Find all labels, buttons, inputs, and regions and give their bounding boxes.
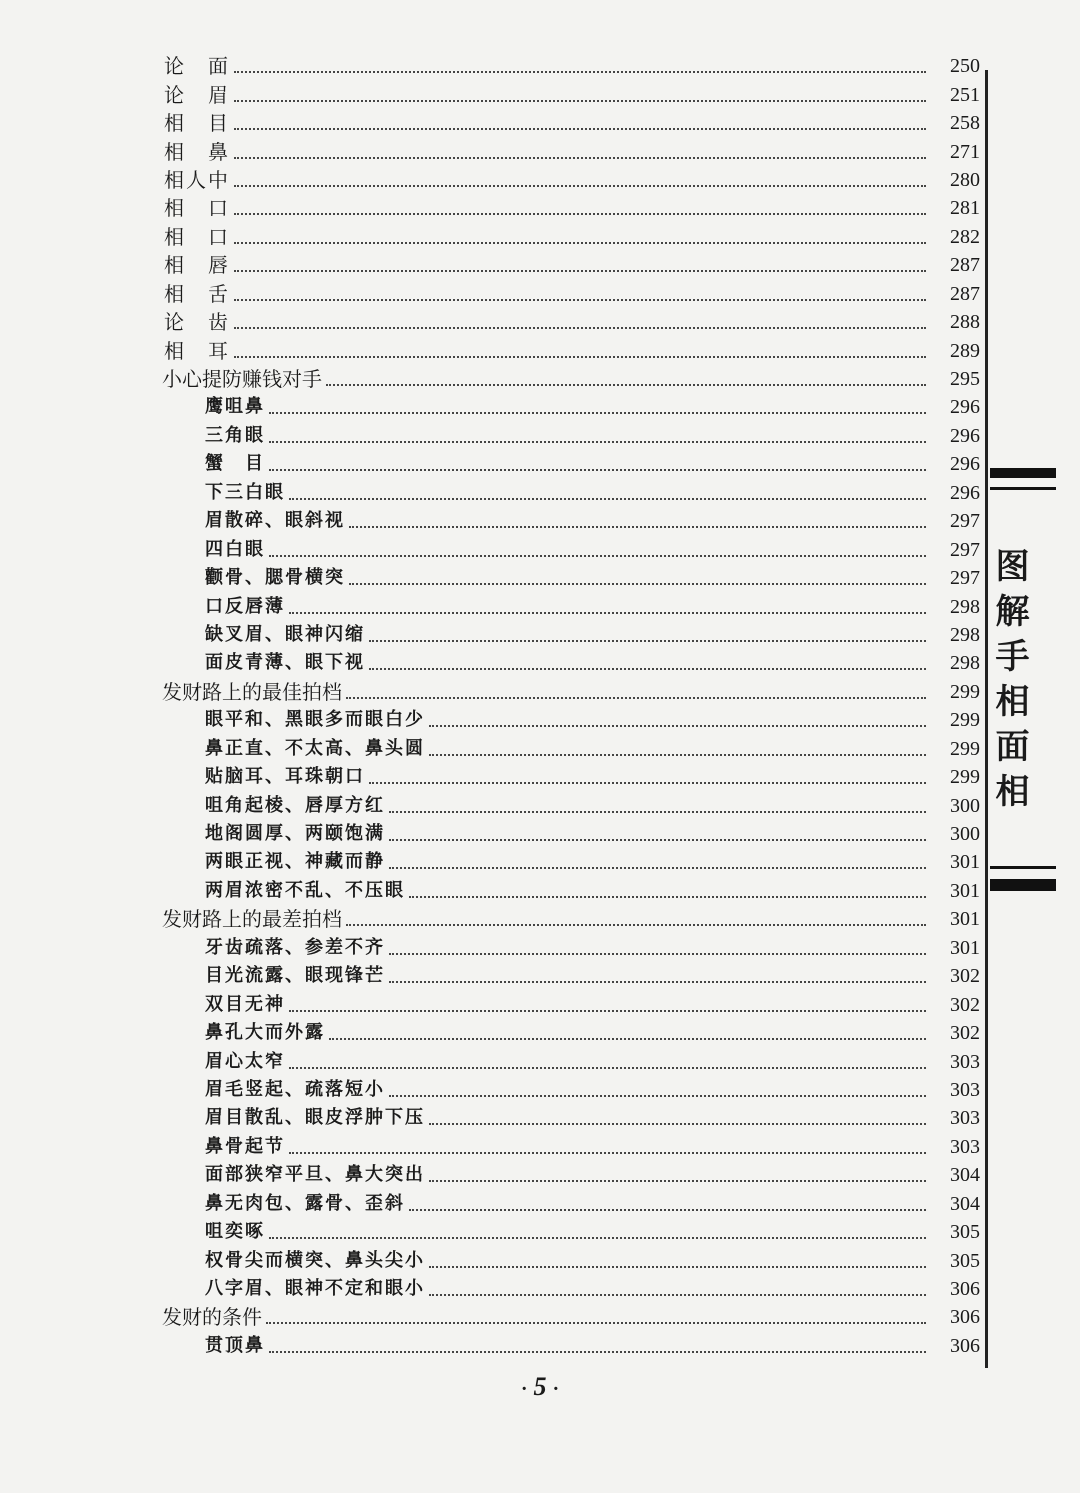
toc-leader-dots [234, 126, 926, 130]
toc-leader-dots [234, 354, 926, 358]
table-of-contents [150, 52, 980, 1360]
toc-leader-dots [389, 1093, 926, 1097]
toc-entry-title: 两眼正视、神藏而静 [205, 851, 385, 873]
toc-entry-page: 297 [950, 538, 980, 561]
toc-entry-page: 297 [950, 567, 980, 590]
title-band-bottom-thin [990, 866, 1056, 869]
toc-entry-page: 303 [950, 1050, 980, 1073]
toc-entry-page: 288 [950, 311, 980, 334]
toc-row [150, 1019, 980, 1047]
toc-entry-page: 301 [950, 879, 980, 902]
toc-entry-title: 鼻骨起节 [205, 1135, 285, 1157]
toc-leader-dots [346, 922, 926, 926]
toc-row [150, 280, 980, 308]
toc-row [150, 1275, 980, 1303]
page-number [0, 1372, 1080, 1402]
toc-entry-page: 296 [950, 396, 980, 419]
toc-entry-title: 贴脑耳、耳珠朝口 [205, 766, 365, 788]
toc-leader-dots [289, 1008, 926, 1012]
toc-row [150, 336, 980, 364]
toc-row [150, 137, 980, 165]
toc-row [150, 479, 980, 507]
toc-leader-dots [234, 183, 926, 187]
toc-row [150, 934, 980, 962]
toc-row [150, 1161, 980, 1189]
toc-entry-title: 眉散碎、眼斜视 [205, 510, 345, 532]
toc-row [150, 52, 980, 80]
toc-leader-dots [429, 752, 926, 756]
toc-leader-dots [389, 837, 926, 841]
toc-entry-page: 304 [950, 1164, 980, 1187]
toc-row [150, 80, 980, 108]
toc-entry-title: 两眉浓密不乱、不压眼 [205, 879, 405, 901]
toc-row [150, 1218, 980, 1246]
toc-entry-page: 303 [950, 1107, 980, 1130]
toc-row [150, 535, 980, 563]
toc-entry-page: 296 [950, 424, 980, 447]
toc-leader-dots [369, 780, 926, 784]
toc-entry-title: 咀角起棱、唇厚方红 [205, 794, 385, 816]
toc-entry-title: 论 面 [164, 54, 230, 79]
page-number-dot-right: · [552, 1377, 560, 1400]
toc-leader-dots [429, 723, 926, 727]
title-band-top-thin [990, 487, 1056, 490]
toc-entry-page: 301 [950, 908, 980, 931]
toc-leader-dots [429, 1292, 926, 1296]
toc-entry-title: 相 口 [164, 224, 230, 249]
page-number-dot-left: · [520, 1377, 528, 1400]
toc-entry-title: 权骨尖而横突、鼻头尖小 [205, 1249, 425, 1271]
toc-leader-dots [329, 1036, 926, 1040]
toc-leader-dots [234, 155, 926, 159]
toc-entry-title: 发财路上的最差拍档 [162, 907, 342, 932]
toc-entry-title: 面部狭窄平旦、鼻大突出 [205, 1164, 425, 1186]
toc-entry-page: 287 [950, 282, 980, 305]
toc-entry-title: 论 齿 [164, 310, 230, 335]
toc-leader-dots [389, 979, 926, 983]
toc-leader-dots [234, 297, 926, 301]
toc-row [150, 962, 980, 990]
toc-leader-dots [409, 1207, 926, 1211]
toc-leader-dots [349, 524, 926, 528]
toc-leader-dots [269, 467, 926, 471]
toc-entry-page: 271 [950, 140, 980, 163]
book-title: 图解手相面相 [989, 548, 1029, 818]
toc-entry-page: 303 [950, 1078, 980, 1101]
toc-entry-page: 250 [950, 55, 980, 78]
toc-entry-page: 258 [950, 112, 980, 135]
toc-row [150, 422, 980, 450]
toc-entry-page: 295 [950, 368, 980, 391]
toc-entry-title: 小心提防赚钱对手 [162, 367, 322, 392]
toc-entry-title: 三角眼 [205, 424, 265, 446]
toc-entry-page: 306 [950, 1306, 980, 1329]
toc-entry-page: 296 [950, 453, 980, 476]
toc-entry-page: 302 [950, 993, 980, 1016]
toc-leader-dots [266, 1320, 926, 1324]
toc-entry-page: 287 [950, 254, 980, 277]
toc-leader-dots [269, 1349, 926, 1353]
toc-entry-page: 297 [950, 510, 980, 533]
toc-entry-title: 目光流露、眼现锋芒 [205, 965, 385, 987]
toc-section-row [150, 365, 980, 393]
toc-row [150, 393, 980, 421]
toc-entry-page: 305 [950, 1249, 980, 1272]
toc-leader-dots [234, 98, 926, 102]
toc-row [150, 564, 980, 592]
toc-entry-page: 304 [950, 1192, 980, 1215]
toc-entry-title: 四白眼 [205, 538, 265, 560]
toc-entry-title: 缺叉眉、眼神闪缩 [205, 623, 365, 645]
toc-entry-page: 296 [950, 481, 980, 504]
toc-entry-title: 口反唇薄 [205, 595, 285, 617]
toc-row [150, 649, 980, 677]
title-band-bottom-thick [990, 879, 1056, 891]
toc-row [150, 592, 980, 620]
toc-leader-dots [429, 1178, 926, 1182]
toc-row [150, 1246, 980, 1274]
toc-row [150, 194, 980, 222]
toc-entry-title: 颧骨、腮骨横突 [205, 567, 345, 589]
toc-leader-dots [369, 666, 926, 670]
toc-leader-dots [369, 638, 926, 642]
toc-entry-page: 303 [950, 1135, 980, 1158]
toc-row [150, 1332, 980, 1360]
toc-entry-page: 306 [950, 1334, 980, 1357]
toc-row [150, 820, 980, 848]
page-number-value: 5 [533, 1372, 547, 1401]
toc-entry-title: 牙齿疏落、参差不齐 [205, 936, 385, 958]
toc-entry-title: 鹰咀鼻 [205, 396, 265, 418]
toc-entry-page: 306 [950, 1278, 980, 1301]
toc-leader-dots [289, 1150, 926, 1154]
toc-entry-title: 双目无神 [205, 993, 285, 1015]
toc-entry-title: 下三白眼 [205, 481, 285, 503]
toc-entry-page: 305 [950, 1221, 980, 1244]
toc-entry-page: 298 [950, 623, 980, 646]
toc-leader-dots [289, 496, 926, 500]
toc-leader-dots [234, 268, 926, 272]
toc-entry-title: 相 耳 [164, 338, 230, 363]
toc-entry-page: 299 [950, 737, 980, 760]
toc-entry-page: 300 [950, 823, 980, 846]
toc-row [150, 507, 980, 535]
toc-leader-dots [269, 1235, 926, 1239]
toc-row [150, 1047, 980, 1075]
toc-row [150, 791, 980, 819]
toc-entry-title: 面皮青薄、眼下视 [205, 652, 365, 674]
toc-row [150, 223, 980, 251]
toc-entry-title: 发财的条件 [162, 1305, 262, 1330]
toc-leader-dots [389, 809, 926, 813]
toc-entry-title: 发财路上的最佳拍档 [162, 679, 342, 704]
toc-row [150, 166, 980, 194]
toc-entry-page: 302 [950, 965, 980, 988]
toc-row [150, 1133, 980, 1161]
toc-leader-dots [234, 325, 926, 329]
toc-entry-title: 相 口 [164, 196, 230, 221]
toc-entry-page: 282 [950, 225, 980, 248]
toc-row [150, 763, 980, 791]
toc-section-row [150, 1303, 980, 1331]
toc-row [150, 251, 980, 279]
toc-row [150, 1190, 980, 1218]
toc-row [150, 990, 980, 1018]
toc-entry-page: 299 [950, 766, 980, 789]
toc-leader-dots [234, 211, 926, 215]
toc-entry-page: 251 [950, 83, 980, 106]
toc-entry-title: 咀奕啄 [205, 1221, 265, 1243]
toc-entry-title: 贯顶鼻 [205, 1334, 265, 1356]
toc-row [150, 735, 980, 763]
toc-leader-dots [269, 410, 926, 414]
toc-leader-dots [429, 1121, 926, 1125]
toc-leader-dots [429, 1264, 926, 1268]
toc-row [150, 450, 980, 478]
toc-leader-dots [389, 865, 926, 869]
toc-entry-title: 眉毛竖起、疏落短小 [205, 1078, 385, 1100]
toc-entry-title: 蟹 目 [205, 453, 265, 475]
toc-entry-page: 301 [950, 851, 980, 874]
toc-entry-page: 280 [950, 168, 980, 191]
toc-entry-page: 298 [950, 652, 980, 675]
toc-leader-dots [326, 382, 926, 386]
toc-leader-dots [269, 553, 926, 557]
toc-leader-dots [289, 1065, 926, 1069]
toc-row [150, 1104, 980, 1132]
toc-entry-page: 289 [950, 339, 980, 362]
toc-row [150, 308, 980, 336]
toc-entry-title: 眉目散乱、眼皮浮肿下压 [205, 1107, 425, 1129]
toc-entry-title: 相 鼻 [164, 139, 230, 164]
toc-row [150, 1076, 980, 1104]
toc-entry-title: 鼻无肉包、露骨、歪斜 [205, 1192, 405, 1214]
toc-entry-title: 相人中 [164, 167, 230, 192]
toc-entry-title: 鼻孔大而外露 [205, 1022, 325, 1044]
toc-leader-dots [409, 894, 926, 898]
toc-entry-page: 300 [950, 794, 980, 817]
toc-entry-title: 地阁圆厚、两颐饱满 [205, 823, 385, 845]
toc-leader-dots [234, 69, 926, 73]
toc-entry-title: 八字眉、眼神不定和眼小 [205, 1278, 425, 1300]
toc-entry-title: 眉心太窄 [205, 1050, 285, 1072]
toc-row [150, 706, 980, 734]
toc-section-row [150, 678, 980, 706]
toc-entry-title: 相 舌 [164, 281, 230, 306]
toc-leader-dots [234, 240, 926, 244]
toc-leader-dots [289, 610, 926, 614]
toc-entry-page: 299 [950, 709, 980, 732]
toc-entry-title: 眼平和、黑眼多而眼白少 [205, 709, 425, 731]
toc-row [150, 621, 980, 649]
toc-section-row [150, 905, 980, 933]
toc-entry-title: 相 目 [164, 111, 230, 136]
toc-entry-page: 298 [950, 595, 980, 618]
title-band-top-thick [990, 468, 1056, 478]
toc-entry-page: 299 [950, 680, 980, 703]
toc-row [150, 877, 980, 905]
toc-entry-page: 301 [950, 936, 980, 959]
toc-entry-title: 相 唇 [164, 253, 230, 278]
toc-leader-dots [389, 951, 926, 955]
toc-entry-title: 鼻正直、不太高、鼻头圆 [205, 737, 425, 759]
toc-leader-dots [269, 439, 926, 443]
toc-row [150, 109, 980, 137]
toc-row [150, 848, 980, 876]
toc-leader-dots [349, 581, 926, 585]
toc-entry-title: 论 眉 [164, 82, 230, 107]
toc-entry-page: 281 [950, 197, 980, 220]
toc-entry-page: 302 [950, 1022, 980, 1045]
toc-leader-dots [346, 695, 926, 699]
